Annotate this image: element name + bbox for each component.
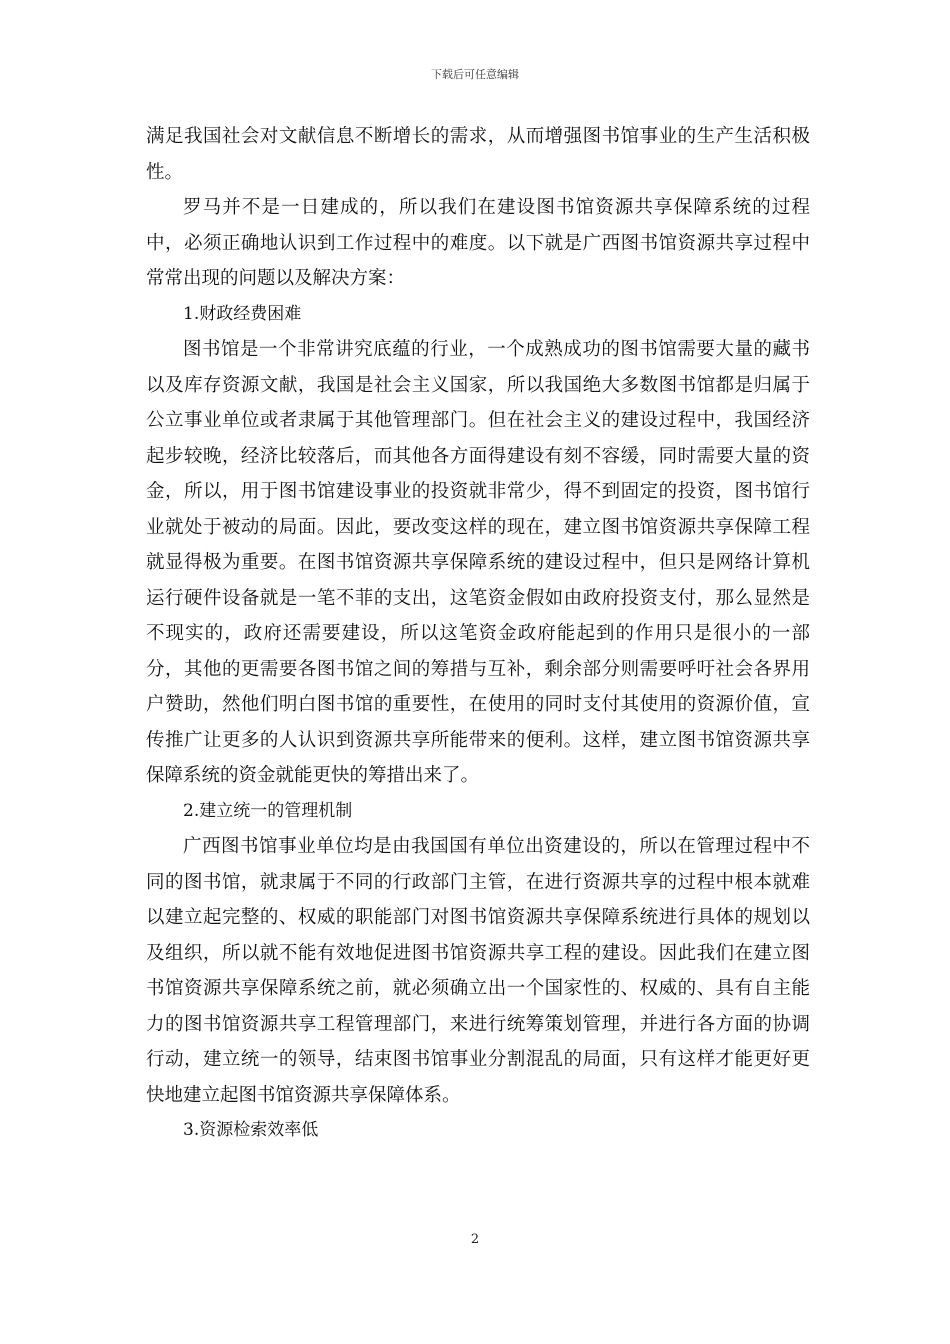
page-header: 下载后可任意编辑 [431, 68, 519, 81]
section-heading-3: 3.资源检索效率低 [183, 1120, 319, 1140]
document-body [146, 119, 810, 1149]
paragraph-management: 广西图书馆事业单位均是由我国国有单位出资建设的，所以在管理过程中不同的图书馆，就隶属于不同的行政部门主管，在进行资源共享的过程中根本就难以建立起完整的、权威的职能部门对图书馆资源共享保障系统进行具体的规划以及组织，所以就不能有效地促进图书馆资源共享工程的建设。因此我们在建立图书馆资源共享保障系统之前，就必须确立出一个国家性的、权威的、具有自主能力的图书馆资源共享工程管理部门，来进行统筹策划管理，并进行各方面的协调行动，建立统一的领导，结束图书馆事业分割混乱的局面，只有这样才能更好更快地建立起图书馆资源共享保障体系。 [146, 836, 810, 1106]
paragraph-finance: 图书馆是一个非常讲究底蕴的行业，一个成熟成功的图书馆需要大量的藏书以及库存资源文献，我国是社会主义国家，所以我国绝大多数图书馆都是归属于公立事业单位或者隶属于其他管理部门。但在社会主义的建设过程中，我国经济起步较晚，经济比较落后，而其他各方面得建设有刻不容缓，同时需要大量的资金，所以，用于图书馆建设事业的投资就非常少，得不到固定的投资，图书馆行业就处于被动的局面。因此，要改变这样的现在，建立图书馆资源共享保障工程就显得极为重要。在图书馆资源共享保障系统的建设过程中，但只是网络计算机运行硬件设备就是一笔不菲的支出，这笔资金假如由政府投资支付，那么显然是不现实的，政府还需要建设，所以这笔资金政府能起到的作用只是很小的一部分，其他的更需要各图书馆之间的筹措与互补，剩余部分则需要呼吁社会各界用户赞助，然他们明白图书馆的重要性，在使用的同时支付其使用的资源价值，宣传推广让更多的人认识到资源共享所能带来的便利。这样，建立图书馆资源共享保障系统的资金就能更快的筹措出来了。 [146, 339, 810, 786]
page-number: 2 [470, 1232, 480, 1247]
section-heading-2: 2.建立统一的管理机制 [183, 800, 353, 821]
paragraph-intro: 罗马并不是一日建成的，所以我们在建设图书馆资源共享保障系统的过程中，必须正确地认识到工作过程中的难度。以下就是广西图书馆资源共享过程中常常出现的问题以及解决方案： [146, 197, 810, 289]
section-heading-1: 1.财政经费困难 [183, 303, 302, 324]
paragraph-continuation: 满足我国社会对文献信息不断增长的需求，从而增强图书馆事业的生产生活积极性。 [146, 126, 810, 183]
